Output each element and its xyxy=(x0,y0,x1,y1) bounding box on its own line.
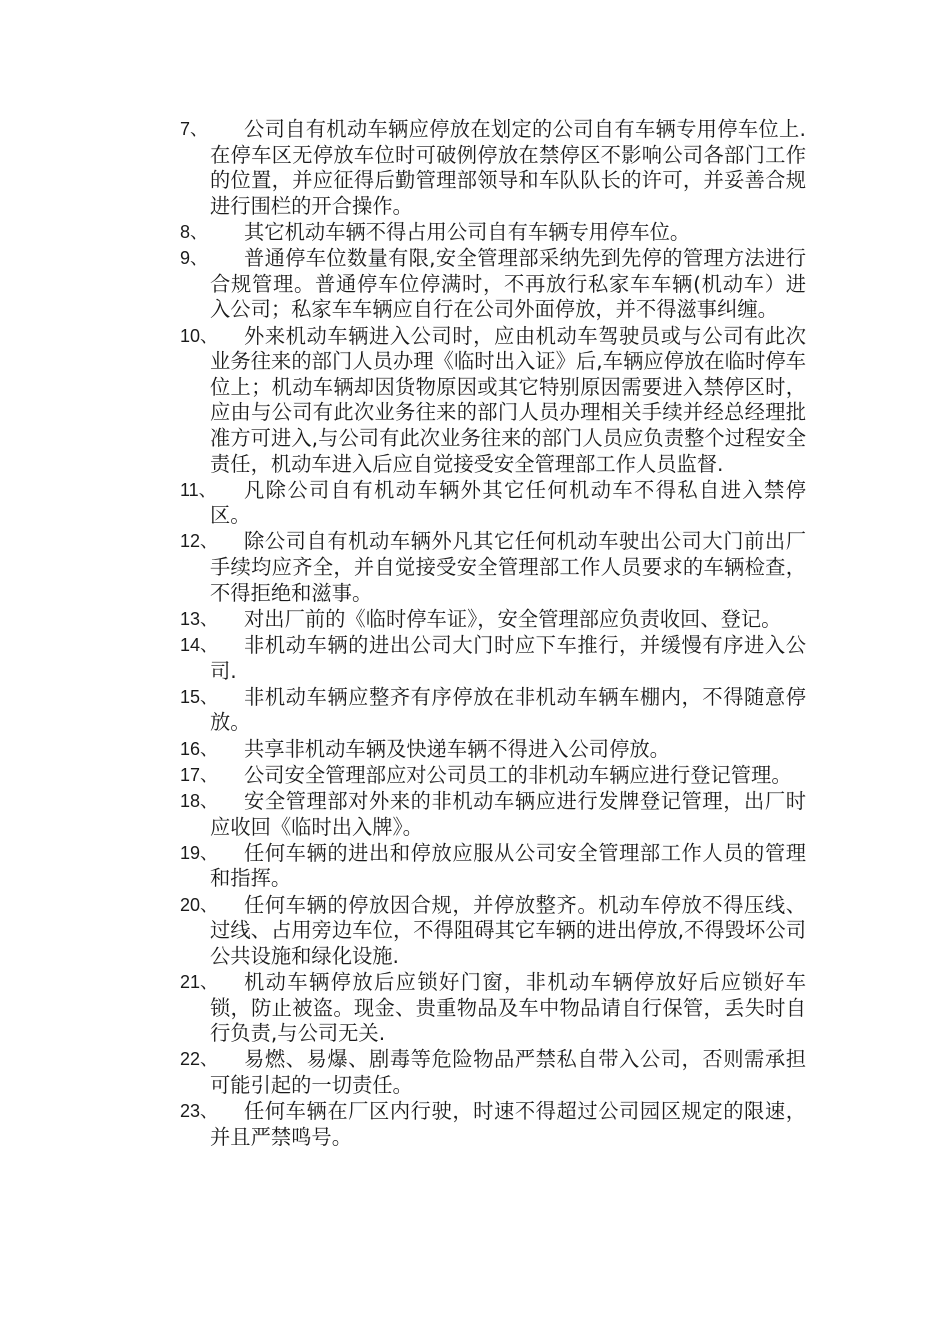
rule-number: 18、 xyxy=(180,790,219,811)
rule-number: 10、 xyxy=(180,325,219,346)
rule-number: 14、 xyxy=(180,635,219,656)
rule-text: 对出厂前的《临时停车证》，安全管理部应负责收回、登记。 xyxy=(244,606,782,631)
rule-text: 任何车辆在厂区内行驶，时速不得超过公司园区规定的限速，并且严禁鸣号。 xyxy=(210,1099,806,1149)
rule-text: 任何车辆的进出和停放应服从公司安全管理部工作人员的管理和指挥。 xyxy=(210,840,806,891)
rule-item-21 xyxy=(180,970,806,1047)
rule-number: 8、 xyxy=(180,221,209,242)
rule-number: 11、 xyxy=(180,479,217,500)
rule-text: 凡除公司自有机动车辆外其它任何机动车不得私自进入禁停区。 xyxy=(210,477,806,528)
rule-item-7 xyxy=(180,117,806,219)
rule-number: 13、 xyxy=(180,608,219,629)
rule-item-10 xyxy=(180,324,806,478)
rule-item-16 xyxy=(180,737,806,763)
rule-number: 21、 xyxy=(180,971,219,992)
rule-item-14 xyxy=(180,633,806,684)
rule-text: 普通停车位数量有限,安全管理部采纳先到先停的管理方法进行合规管理。普通停车位停满时，不再放行私家车车辆(机动车）进入公司；私家车车辆应自行在公司外面停放，并不得滋事纠缠。 xyxy=(210,246,806,322)
rule-item-11 xyxy=(180,478,806,529)
rule-number: 20、 xyxy=(180,894,219,915)
rule-text: 非机动车辆的进出公司大门时应下车推行，并缓慢有序进入公司. xyxy=(210,633,806,683)
rule-text: 其它机动车辆不得占用公司自有车辆专用停车位。 xyxy=(244,219,691,244)
rule-item-13 xyxy=(180,607,806,633)
rule-item-22 xyxy=(180,1047,806,1098)
rule-text: 机动车辆停放后应锁好门窗，非机动车辆停放好后应锁好车锁，防止被盗。现金、贵重物品及车中物品请自行保管，丢失时自行负责,与公司无关. xyxy=(210,969,806,1046)
rule-item-18 xyxy=(180,789,806,840)
rule-item-19 xyxy=(180,841,806,892)
rule-text: 公司自有机动车辆应停放在划定的公司自有车辆专用停车位上.在停车区无停放车位时可破例停放在禁停区不影响公司各部门工作的位置，并应征得后勤管理部领导和车队队长的许可，并妥善合规进行围栏的开合操作。 xyxy=(210,117,806,218)
rule-number: 22、 xyxy=(180,1049,219,1070)
rule-number: 19、 xyxy=(180,842,219,863)
rule-number: 9、 xyxy=(180,248,209,269)
rule-item-9 xyxy=(180,246,806,323)
rule-text: 易燃、易爆、剧毒等危险物品严禁私自带入公司，否则需承担可能引起的一切责任。 xyxy=(210,1047,806,1097)
rule-item-15 xyxy=(180,685,806,736)
rule-item-8 xyxy=(180,220,806,246)
rule-number: 7、 xyxy=(180,119,209,139)
rule-text: 公司安全管理部应对公司员工的非机动车辆应进行登记管理。 xyxy=(244,762,792,787)
rule-text: 外来机动车辆进入公司时，应由机动车驾驶员或与公司有此次业务往来的部门人员办理《临时出入证》后,车辆应停放在临时停车位上；机动车辆却因货物原因或其它特别原因需要进入禁停区时，应由与公司有此次业务往来的部门人员办理相关手续并经总经理批准方可进入,与公司有此次业务往来的部门人员应负责整个过程安全责任，机动车进入后应自觉接受安全管理部工作人员监督. xyxy=(210,323,806,476)
rule-number: 15、 xyxy=(180,686,219,707)
rule-item-20 xyxy=(180,893,806,970)
rule-text: 任何车辆的停放因合规，并停放整齐。机动车停放不得压线、过线、占用旁边车位，不得阻碍其它车辆的进出停放,不得毁坏公司公共设施和绿化设施. xyxy=(210,892,806,968)
rule-text: 安全管理部对外来的非机动车辆应进行发牌登记管理，出厂时应收回《临时出入牌》。 xyxy=(210,788,806,839)
rule-number: 16、 xyxy=(180,738,219,759)
rule-text: 非机动车辆应整齐有序停放在非机动车辆车棚内，不得随意停放。 xyxy=(210,684,806,735)
rule-text: 除公司自有机动车辆外凡其它任何机动车驶出公司大门前出厂手续均应齐全，并自觉接受安全管理部工作人员要求的车辆检查，不得拒绝和滋事。 xyxy=(210,529,806,605)
rule-number: 23、 xyxy=(180,1101,219,1122)
rule-number: 17、 xyxy=(180,764,219,785)
rule-item-23 xyxy=(180,1099,806,1150)
rules-list xyxy=(180,117,806,1151)
rule-item-17 xyxy=(180,763,806,789)
rule-item-12 xyxy=(180,529,806,606)
rule-text: 共享非机动车辆及快递车辆不得进入公司停放。 xyxy=(244,736,670,761)
rule-number: 12、 xyxy=(180,531,219,552)
